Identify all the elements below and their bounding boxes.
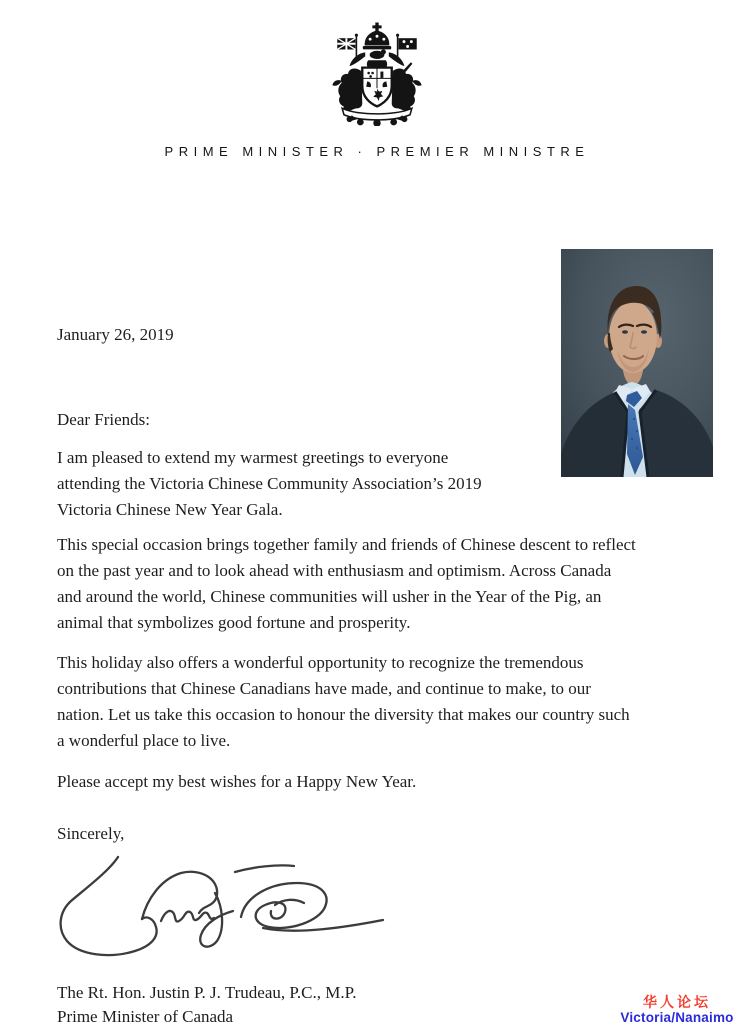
watermark-chinese: 华人论坛 <box>643 994 711 1010</box>
signer-name: The Rt. Hon. Justin P. J. Trudeau, P.C., M.P. <box>57 983 357 1002</box>
paragraph-line: This special occasion brings together family and friends of Chinese descent to reflect <box>57 535 636 554</box>
signature-handwriting <box>57 855 392 963</box>
paragraph-line: attending the Victoria Chinese Community Association’s 2019 <box>57 474 482 493</box>
signoff-block <box>57 981 697 1029</box>
paragraph-3 <box>57 650 697 754</box>
paragraph-line: and around the world, Chinese communities will usher in the Year of the Pig, an <box>57 587 602 606</box>
watermark-english: Victoria/Nanaimo <box>620 1010 734 1025</box>
paragraph-line: Victoria Chinese New Year Gala. <box>57 500 283 519</box>
paragraph-line: I am pleased to extend my warmest greetings to everyone <box>57 448 449 467</box>
letterhead <box>0 22 754 187</box>
letterhead-title: PRIME MINISTER · PREMIER MINISTRE <box>164 144 590 159</box>
portrait-photo <box>561 249 713 477</box>
paragraph-line: on the past year and to look ahead with enthusiasm and optimism. Across Canada <box>57 561 612 580</box>
salutation: Dear Friends: <box>57 410 151 429</box>
paragraph-line: contributions that Chinese Canadians have made, and continue to make, to our <box>57 679 591 698</box>
closing: Sincerely, <box>57 824 125 843</box>
letter-body <box>0 187 754 1029</box>
paragraph-line: This holiday also offers a wonderful opportunity to recognize the tremendous <box>57 653 584 672</box>
paragraph-line: a wonderful place to live. <box>57 731 231 750</box>
paragraph-4 <box>57 769 697 795</box>
paragraph-line: Please accept my best wishes for a Happy New Year. <box>57 772 417 791</box>
canada-coat-of-arms-icon <box>329 22 425 126</box>
paragraph-line: nation. Let us take this occasion to honour the diversity that makes our country such <box>57 705 630 724</box>
paragraph-2 <box>57 532 697 636</box>
trudeau-portrait-illustration <box>561 249 713 477</box>
watermark <box>603 995 751 1025</box>
paragraph-line: animal that symbolizes good fortune and prosperity. <box>57 613 411 632</box>
signer-title: Prime Minister of Canada <box>57 1007 234 1026</box>
letter-date: January 26, 2019 <box>57 325 174 344</box>
